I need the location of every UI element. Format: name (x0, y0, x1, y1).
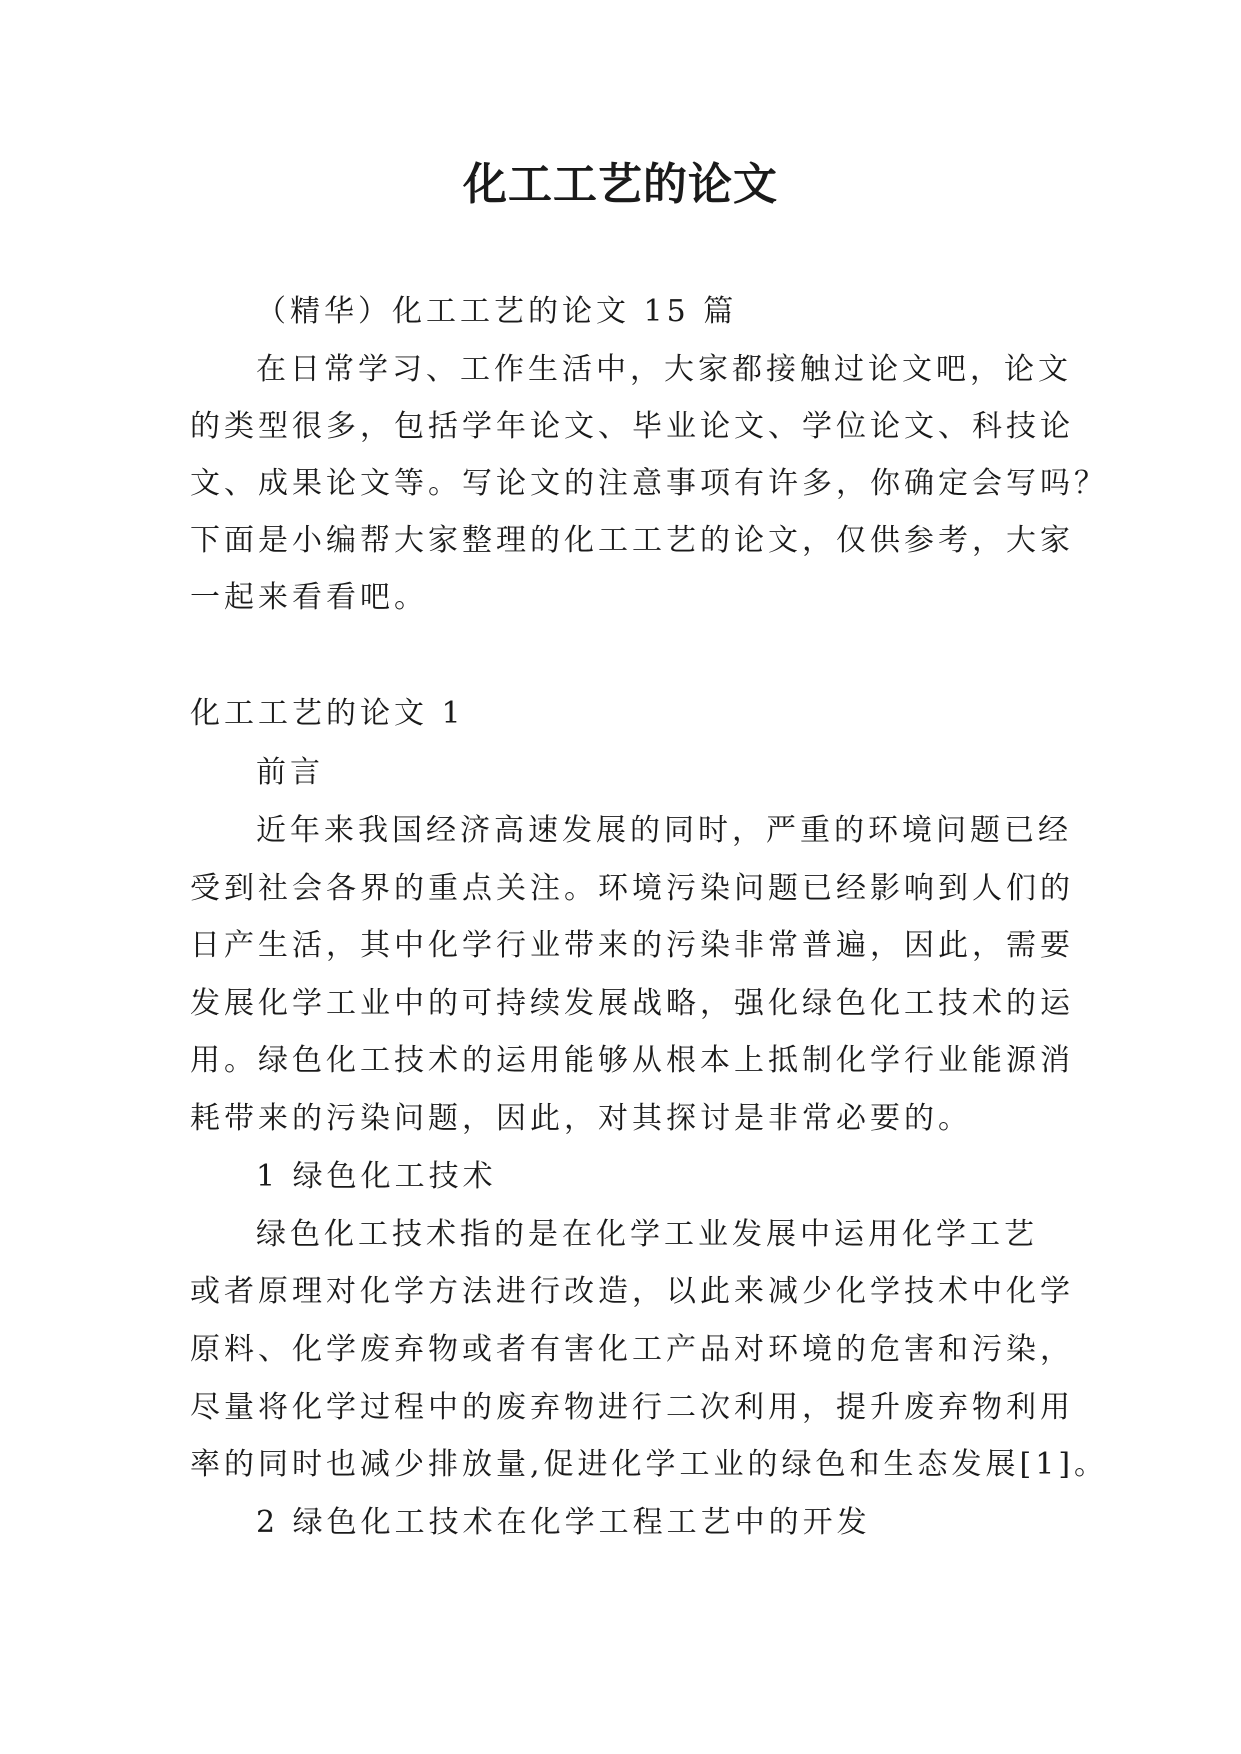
paragraph-line: 文、成果论文等。写论文的注意事项有许多，你确定会写吗？ (190, 466, 1108, 501)
paragraph-line: 一起来看看吧。 (190, 580, 428, 615)
paragraph-line: 日产生活，其中化学行业带来的污染非常普遍，因此，需要 (190, 928, 1074, 963)
paragraph-line: 绿色化工技术指的是在化学工业发展中运用化学工艺 (256, 1217, 1038, 1252)
paragraph-line: 耗带来的污染问题，因此，对其探讨是非常必要的。 (190, 1101, 972, 1136)
paragraph-line: 下面是小编帮大家整理的化工工艺的论文，仅供参考，大家 (190, 523, 1074, 558)
subtitle-line: （精华）化工工艺的论文 15 篇 (256, 294, 738, 329)
section-heading: 化工工艺的论文 1 (190, 696, 465, 731)
paragraph-line: 率的同时也减少排放量,促进化学工业的绿色和生态发展[1]。 (190, 1447, 1109, 1482)
paragraph-line: 尽量将化学过程中的废弃物进行二次利用，提升废弃物利用 (190, 1390, 1074, 1425)
subsection-heading: 1 绿色化工技术 (256, 1159, 497, 1194)
paragraph-line: 受到社会各界的重点关注。环境污染问题已经影响到人们的 (190, 871, 1074, 906)
subsection-heading: 前言 (256, 755, 324, 790)
paragraph-line: 在日常学习、工作生活中，大家都接触过论文吧，论文 (256, 352, 1072, 387)
paragraph-line: 或者原理对化学方法进行改造，以此来减少化学技术中化学 (190, 1274, 1074, 1309)
subsection-heading: 2 绿色化工技术在化学工程工艺中的开发 (256, 1505, 871, 1540)
document-title: 化工工艺的论文 (463, 159, 778, 210)
paragraph-line: 近年来我国经济高速发展的同时，严重的环境问题已经 (256, 813, 1072, 848)
paragraph-line: 原料、化学废弃物或者有害化工产品对环境的危害和污染， (190, 1332, 1074, 1367)
paragraph-line: 发展化学工业中的可持续发展战略，强化绿色化工技术的运 (190, 986, 1074, 1021)
paragraph-line: 用。绿色化工技术的运用能够从根本上抵制化学行业能源消 (190, 1043, 1074, 1078)
paragraph-line: 的类型很多，包括学年论文、毕业论文、学位论文、科技论 (190, 409, 1074, 444)
